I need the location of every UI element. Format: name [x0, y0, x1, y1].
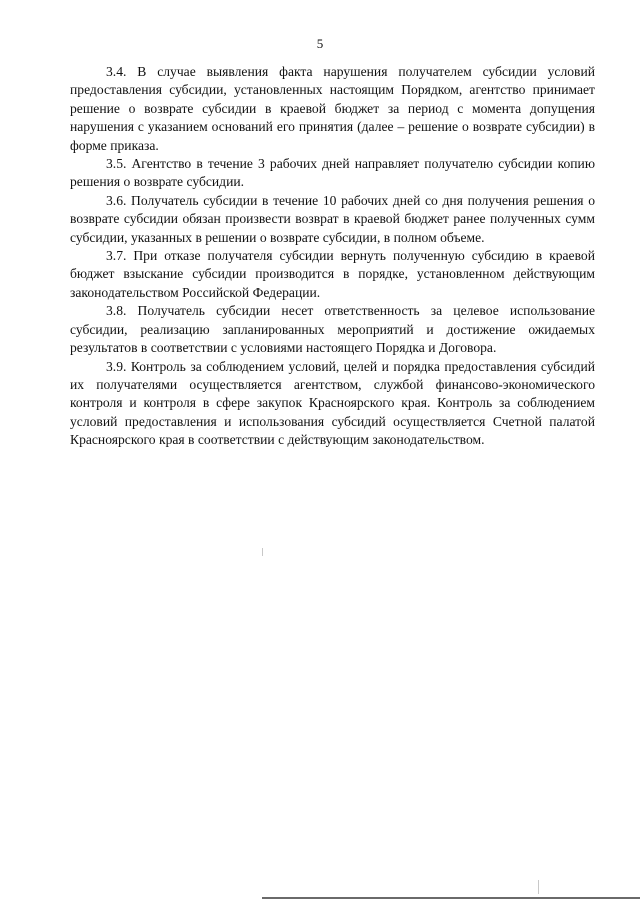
- paragraph-3-7: 3.7. При отказе получателя субсидии вернуть полученную субсидию в краевой бюджет взыскание субсидии производится в порядке, установленном действующим законодательством Российской Федерации.: [70, 248, 595, 300]
- paragraph-3-9: 3.9. Контроль за соблюдением условий, целей и порядка предоставления субсидий их получателями осуществляется агентством, службой финансово-экономического контроля и контроля в сфере закупок Красноярского края. Контроль за соблюдением условий предоставления и использования субсидий осуществляется Счетной палатой Красноярского края в соответствии с действующим законодательством.: [70, 358, 595, 448]
- paragraph-3-6: 3.6. Получатель субсидии в течение 10 рабочих дней со дня получения решения о возврате субсидии обязан произвести возврат в краевой бюджет ранее полученных сумм субсидии, указанных в решении о возврате субсидии, в полном объеме.: [70, 192, 595, 245]
- paragraph-3-8: 3.8. Получатель субсидии несет ответственность за целевое использование субсидии, реализацию запланированных мероприятий и достижение ожидаемых результатов в соответствии с условиями настоящего Порядка и Договора.: [70, 303, 595, 356]
- paragraph-3-4: 3.4. В случае выявления факта нарушения получателем субсидии условий предоставления субсидии, установленных настоящим Порядком, агентство принимает решение о возврате субсидии в краевой бюджет за период с момента допущения нарушения с указанием оснований его принятия (далее – решение о возврате субсидии) в форме приказа.: [70, 64, 595, 153]
- scan-artifact-mark: [262, 548, 263, 556]
- document-body: [70, 63, 595, 450]
- scan-edge-line: [262, 897, 640, 899]
- page-number: 5: [316, 36, 324, 51]
- paragraph-3-5: 3.5. Агентство в течение 3 рабочих дней направляет получателю субсидии копию решения о возврате субсидии.: [70, 156, 595, 190]
- scan-artifact-mark: [538, 880, 539, 894]
